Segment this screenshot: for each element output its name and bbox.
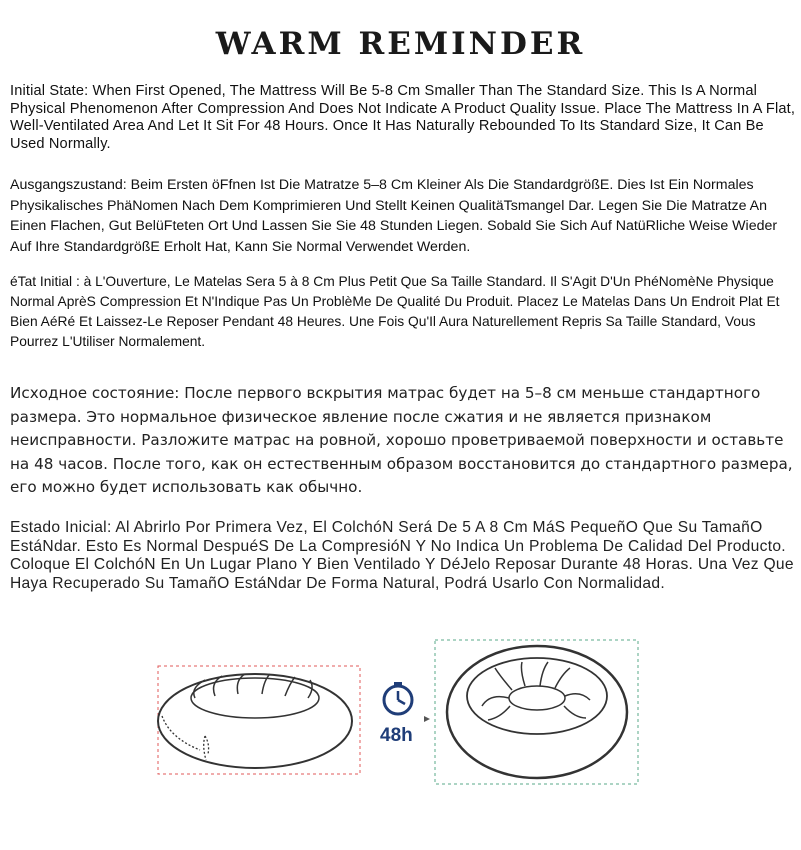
expanded-mattress [435,640,638,784]
arrow-icon [424,716,430,722]
clock-icon [384,682,412,714]
paragraph-english: Initial State: When First Opened, The Mattress Will Be 5-8 Cm Smaller Than The Standard Size. This Is A Normal Physical Phenomenon After Compression And Does Not Indicate A Product Quality Issue. Place The Mattress In A Flat, Well-Ventilated Area And Let It Sit For 48 Hours. Once It Has Naturally Rebounded To Its Standard Size, It Can Be Used Normally. [10,83,796,152]
page-title: WARM REMINDER [215,26,586,62]
compressed-mattress [158,666,360,774]
paragraph-russian: Исходное состояние: После первого вскрытия матрас будет на 5–8 см меньше стандартного размера. Это нормальное физическое явление после сжатия и не является признаком неисправности. Разложите матрас на ровной, хорошо проветриваемой поверхности и оставьте на 48 часов. После того, как он естественным образом восстановится до стандартного размера, его можно будет использовать как обычно. [10,384,793,496]
paragraph-german: Ausgangszustand: Beim Ersten öFfnen Ist Die Matratze 5–8 Cm Kleiner Als Die StandardgrößE. Dies Ist Ein Normales Physikalisches PhäNomen Nach Dem Komprimieren Und Stellt Keinen QualitäTsmangel Dar. Legen Sie Die Matratze An Einen Flachen, Gut BelüFteten Ort Und Lassen Sie Sie 48 Stunden Liegen. Sobald Sie Sich Auf NatüRliche Weise Wieder Auf Ihre StandardgrößE Erholt Hat, Kann Sie Normal Verwendet Werden. [10,177,778,255]
paragraph-french: éTat Initial : à L'Ouverture, Le Matelas Sera 5 à 8 Cm Plus Petit Que Sa Taille Standard. Il S'Agit D'Un PhéNomèNe Physique Normal AprèS Compression Et N'Indique Pas Un ProblèMe De Qualité Du Produit. Placez Le Matelas Dans Un Endroit Plat Et Bien AéRé Et Laissez-Le Reposer Pendant 48 Heures. Une Fois Qu'Il Aura Naturellement Repris Sa Taille Standard, Vous Pourrez L'Utiliser Normalement. [10,274,780,349]
paragraph-spanish: Estado Inicial: Al Abrirlo Por Primera Vez, El ColchóN Será De 5 A 8 Cm MáS PequeñO Que Su TamañO EstáNdar. Esto Es Normal DespuéS De La CompresióN Y No Indica Un Problema De Calidad Del Producto. Coloque El ColchóN En Un Lugar Plano Y Bien Ventilado Y DéJelo Reposar Durante 48 Horas. Una Vez Que Haya Recuperado Su TamañO EstáNdar De Forma Natural, Podrá Usarlo Con Normalidad. [10,519,794,592]
mattress-illustration [150,628,650,788]
wait-duration-label: 48h [380,725,413,746]
